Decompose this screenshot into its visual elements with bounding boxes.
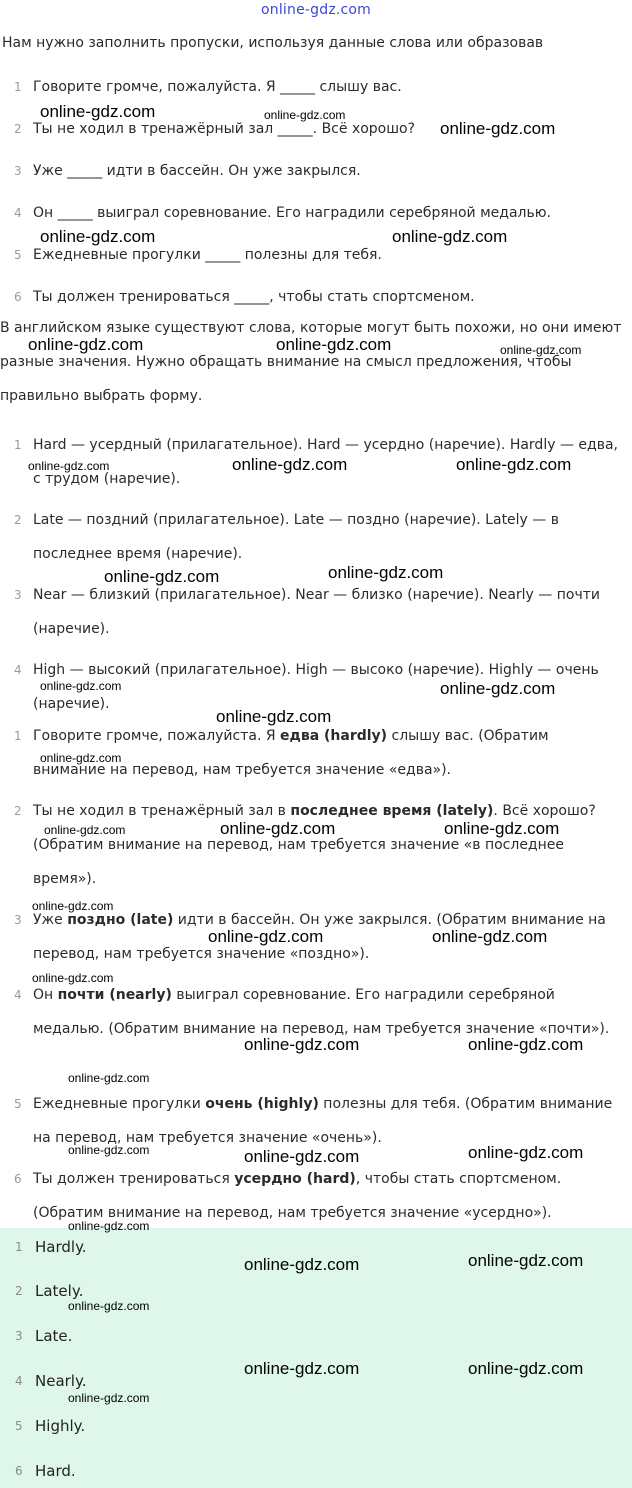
solution-answer-bold: усердно (hard) (234, 1171, 356, 1187)
site-header-link[interactable]: online-gdz.com (260, 2, 372, 18)
watermark: online-gdz.com (244, 1255, 360, 1274)
solution-text-before: Говорите громче, пожалуйста. Я (33, 728, 281, 744)
item-number: 5 (15, 1419, 23, 1433)
solution-text-after: . Всё хорошо? (Обратим внимание на перевод, нам требуется значение «в последнее время»). (33, 803, 596, 887)
watermark: online-gdz.com (392, 227, 508, 246)
watermark: online-gdz.com (68, 1071, 150, 1085)
answers-panel: 1 Hardly. 2 Lately. 3 Late. 4 Nearly. 5 Highly. 6 Hard. (0, 1228, 632, 1488)
watermark: online-gdz.com (468, 1359, 584, 1378)
item-number: 1 (15, 1240, 23, 1254)
watermark: online-gdz.com (468, 1143, 584, 1162)
watermark: online-gdz.com (468, 1035, 584, 1054)
watermark: online-gdz.com (68, 1391, 150, 1405)
watermark: online-gdz.com (444, 819, 560, 838)
item-number: 6 (14, 290, 22, 304)
item-number: 2 (15, 1284, 23, 1298)
item-text: Он _____ выиграл соревнование. Его наградили серебряной медалью. (33, 205, 551, 221)
solution-answer-bold: едва (hardly) (280, 728, 388, 744)
item-number: 2 (14, 804, 22, 818)
watermark: online-gdz.com (500, 343, 582, 357)
item-number: 1 (14, 80, 22, 94)
task-instruction: Нам нужно заполнить пропуски, используя данные слова или образовав (2, 35, 544, 51)
watermark: online-gdz.com (264, 108, 346, 122)
watermark: online-gdz.com (456, 455, 572, 474)
item-text: Говорите громче, пожалуйста. Я _____ слышу вас. (33, 79, 402, 95)
item-number: 3 (15, 1329, 23, 1343)
watermark: online-gdz.com (28, 459, 110, 473)
watermark: online-gdz.com (40, 679, 122, 693)
solution-text-before: Уже (33, 912, 68, 928)
item-text: Ты должен тренироваться _____, чтобы стать спортсменом. (33, 289, 475, 305)
watermark: online-gdz.com (40, 751, 122, 765)
solution-text-before: Он (33, 987, 58, 1003)
solution-text-after: идти в бассейн. Он уже закрылся. (Обратим внимание на перевод, нам требуется значение «поздно»). (33, 912, 606, 962)
solution-answer-bold: последнее время (lately) (290, 803, 494, 819)
item-number: 3 (14, 913, 22, 927)
item-number: 3 (14, 588, 22, 602)
solution-text-before: Ежедневные прогулки (33, 1096, 206, 1112)
watermark: online-gdz.com (440, 119, 556, 138)
watermark: online-gdz.com (40, 227, 156, 246)
solution-text-after: выиграл соревнование. Его наградили серебряной медалью. (Обратим внимание на перевод, нам требуется значение «почти»). (33, 987, 610, 1037)
watermark: online-gdz.com (244, 1147, 360, 1166)
watermark: online-gdz.com (328, 563, 444, 582)
watermark: online-gdz.com (68, 1299, 150, 1313)
watermark: online-gdz.com (216, 707, 332, 726)
explanation-paragraph: В английском языке существуют слова, которые могут быть похожи, но они имеют разные значения. Нужно обращать внимание на смысл предложения, чтобы правильно выбрать форму. (0, 320, 622, 404)
solution-answer-bold: очень (highly) (205, 1096, 319, 1112)
item-number: 4 (14, 988, 22, 1002)
item-number: 2 (14, 122, 22, 136)
item-number: 1 (14, 438, 22, 452)
solution-answer-bold: почти (nearly) (57, 987, 172, 1003)
solution-answer-bold: поздно (late) (67, 912, 174, 928)
watermark: online-gdz.com (232, 455, 348, 474)
item-text (33, 719, 620, 787)
watermark: online-gdz.com (28, 335, 144, 354)
item-number: 2 (14, 513, 22, 527)
watermark: online-gdz.com (104, 567, 220, 586)
solution-text-after: полезны для тебя. (Обратим внимание на перевод, нам требуется значение «очень»). (33, 1096, 613, 1146)
item-text: High — высокий (прилагательное). High — высоко (наречие). Highly — очень (наречие). (33, 662, 599, 712)
watermark: online-gdz.com (44, 823, 126, 837)
item-number: 5 (14, 248, 22, 262)
item-text (33, 978, 620, 1046)
item-text: Late — поздний (прилагательное). Late — поздно (наречие). Lately — в последнее время (наречие). (33, 512, 559, 562)
watermark: online-gdz.com (40, 102, 156, 121)
watermark: online-gdz.com (440, 679, 556, 698)
item-text: Уже _____ идти в бассейн. Он уже закрылся. (33, 163, 361, 179)
watermark: online-gdz.com (244, 1359, 360, 1378)
watermark: online-gdz.com (68, 1143, 150, 1157)
item-number: 4 (14, 663, 22, 677)
item-text: Near — близкий (прилагательное). Near — близко (наречие). Nearly — почти (наречие). (33, 587, 600, 637)
item-text: Ты не ходил в тренажёрный зал _____. Всё хорошо? (33, 121, 416, 137)
item-number: 1 (14, 729, 22, 743)
watermark: online-gdz.com (32, 971, 114, 985)
item-text (33, 794, 620, 896)
item-text (33, 903, 620, 971)
watermark: online-gdz.com (208, 927, 324, 946)
item-text: Ежедневные прогулки _____ полезны для тебя. (33, 247, 382, 263)
item-number: 3 (14, 164, 22, 178)
watermark: online-gdz.com (468, 1251, 584, 1270)
item-number: 6 (15, 1464, 23, 1478)
solution-text-before: Ты не ходил в тренажёрный зал в (33, 803, 291, 819)
item-number: 5 (14, 1097, 22, 1111)
solution-text-after: , чтобы стать спортсменом. (Обратим внимание на перевод, нам требуется значение «усердно»). (33, 1171, 562, 1221)
item-text: Hard — усердный (прилагательное). Hard — усердно (наречие). Hardly — едва, с трудом (наречие). (33, 437, 618, 487)
watermark: online-gdz.com (32, 899, 114, 913)
watermark: online-gdz.com (244, 1035, 360, 1054)
solution-text-after: слышу вас. (Обратим внимание на перевод, нам требуется значение «едва»). (33, 728, 549, 778)
watermark: online-gdz.com (432, 927, 548, 946)
watermark: online-gdz.com (276, 335, 392, 354)
item-text (33, 1162, 620, 1230)
watermark: online-gdz.com (68, 1219, 150, 1233)
item-number: 4 (14, 206, 22, 220)
item-number: 6 (14, 1172, 22, 1186)
solution-text-before: Ты должен тренироваться (33, 1171, 235, 1187)
item-number: 4 (15, 1374, 23, 1388)
item-text (33, 1087, 620, 1155)
watermark: online-gdz.com (220, 819, 336, 838)
